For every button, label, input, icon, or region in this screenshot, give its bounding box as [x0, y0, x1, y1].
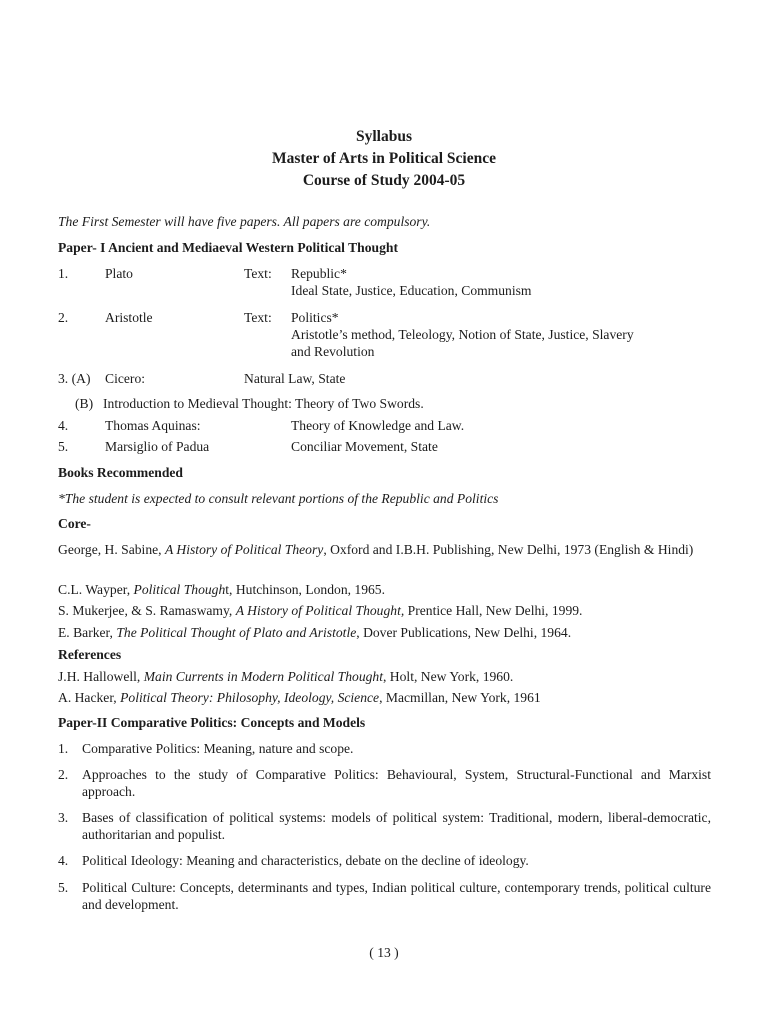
- book-publisher: t, Hutchinson, London, 1965.: [225, 582, 386, 597]
- core-book-2: [58, 581, 711, 598]
- core-book-4: [58, 624, 711, 641]
- text-label: Text:: [244, 310, 272, 325]
- row-topics: [291, 309, 711, 360]
- item-text: Political Culture: Concepts, determinants and types, Indian political culture, contemporary trends, political culture and development.: [82, 880, 711, 912]
- books-heading: Books Recommended: [58, 465, 183, 480]
- row-text: Introduction to Medieval Thought: Theory of Two Swords.: [103, 396, 424, 411]
- thinker-name: Marsiglio of Padua: [105, 439, 210, 454]
- item-text: Bases of classification of political systems: models of political system: Traditional, modern, liberal-democratic, authoritarian and populist.: [82, 810, 711, 842]
- references-heading: References: [58, 647, 122, 662]
- book-author: E. Barker,: [58, 625, 117, 640]
- book-title: Political Though: [133, 582, 226, 597]
- item-text: Comparative Politics: Meaning, nature and scope.: [82, 741, 354, 756]
- books-note: *The student is expected to consult relevant portions of the Republic and Politics: [58, 491, 499, 506]
- row-topic: Natural Law, State: [244, 371, 346, 386]
- item-number: 2.: [58, 767, 69, 782]
- book-title: A History of Political Thought,: [235, 603, 405, 618]
- book-publisher: , Oxford and I.B.H. Publishing, New Delhi, 1973 (English & Hindi): [323, 542, 694, 557]
- book-author: George, H. Sabine,: [58, 542, 165, 557]
- topic-line: Aristotle’s method, Teleology, Notion of State, Justice, Slavery: [291, 327, 634, 342]
- text-label: Text:: [244, 266, 272, 281]
- title-degree: Master of Arts in Political Science: [272, 150, 496, 167]
- paper1-heading: Paper- I Ancient and Mediaeval Western Political Thought: [58, 240, 398, 255]
- book-title: Political Theory: Philosophy, Ideology, Science: [120, 690, 380, 705]
- book-title: Main Currents in Modern Political Thought: [143, 669, 383, 684]
- item-number: 3.: [58, 810, 69, 825]
- topic-line: Republic*: [291, 266, 347, 281]
- reference-2: [58, 689, 711, 706]
- book-author: A. Hacker,: [58, 690, 121, 705]
- thinker-name: Thomas Aquinas:: [105, 418, 201, 433]
- book-author: C.L. Wayper,: [58, 582, 134, 597]
- thinker-name: Aristotle: [105, 310, 153, 325]
- book-title: The Political Thought of Plato and Aristotle: [116, 625, 357, 640]
- row-number: 5.: [58, 439, 69, 454]
- item-number: 5.: [58, 880, 69, 895]
- book-publisher: Prentice Hall, New Delhi, 1999.: [404, 603, 583, 618]
- title-course: Course of Study 2004-05: [302, 172, 466, 189]
- item-text: Approaches to the study of Comparative Politics: Behavioural, System, Structural-Functional and Marxist approach.: [82, 767, 711, 799]
- item-text: Political Ideology: Meaning and characteristics, debate on the decline of ideology.: [82, 853, 529, 868]
- row-topic: Theory of Knowledge and Law.: [291, 418, 465, 433]
- row-number: 2.: [58, 310, 69, 325]
- title-syllabus: Syllabus: [355, 128, 412, 145]
- book-author: J.H. Hallowell,: [58, 669, 144, 684]
- topic-line: Ideal State, Justice, Education, Communism: [291, 283, 532, 298]
- row-number: 3. (A): [58, 371, 91, 386]
- core-heading: Core-: [58, 516, 91, 531]
- reference-1: [58, 668, 711, 685]
- book-publisher: , Holt, New York, 1960.: [383, 669, 514, 684]
- item-number: 4.: [58, 853, 69, 868]
- book-publisher: , Dover Publications, New Delhi, 1964.: [356, 625, 572, 640]
- row-topics: [291, 265, 711, 299]
- row-number: 4.: [58, 418, 69, 433]
- topic-line: Politics*: [291, 310, 339, 325]
- book-publisher: , Macmillan, New York, 1961: [379, 690, 541, 705]
- book-title: A History of Political Theory: [164, 542, 324, 557]
- core-book-3: [58, 602, 711, 619]
- row-topic: Conciliar Movement, State: [291, 439, 438, 454]
- page-number: ( 13 ): [369, 945, 399, 960]
- core-book-1: [58, 541, 711, 558]
- semester-intro: The First Semester will have five papers. All papers are compulsory.: [58, 214, 431, 229]
- thinker-name: Cicero:: [105, 371, 146, 386]
- item-number: 1.: [58, 741, 69, 756]
- row-number: 1.: [58, 266, 69, 281]
- row-number: (B): [75, 396, 94, 411]
- book-author: S. Mukerjee, & S. Ramaswamy,: [58, 603, 236, 618]
- topic-line: and Revolution: [291, 344, 375, 359]
- paper2-heading: Paper-II Comparative Politics: Concepts and Models: [58, 715, 366, 730]
- thinker-name: Plato: [105, 266, 133, 281]
- title-block: [0, 126, 768, 192]
